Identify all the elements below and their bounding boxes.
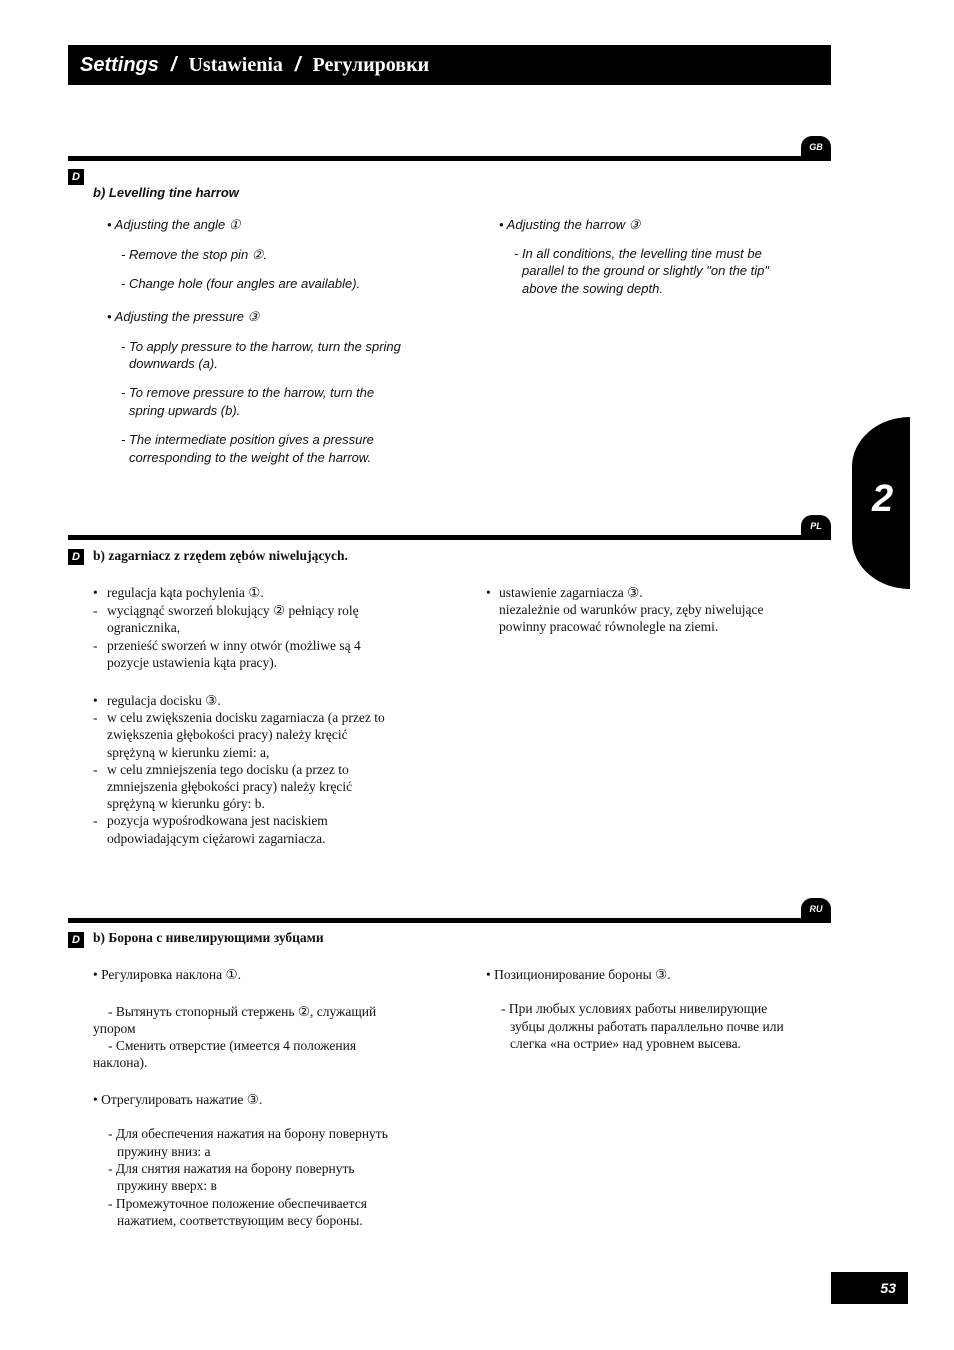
list-item: downwards (a). — [129, 356, 218, 371]
section-title-ru: b) Борона с нивелирующими зубцами — [93, 930, 324, 945]
dash: - — [93, 638, 98, 653]
list-item: pozycje ustawienia kąta pracy). — [107, 655, 278, 670]
list-item: - The intermediate position gives a pressure — [121, 432, 374, 447]
list-item: zwiększenia głębokości pracy) należy kręcić — [107, 727, 348, 742]
section-rule-ru — [68, 918, 831, 923]
list-item: • Adjusting the harrow ③ — [499, 217, 641, 232]
section-marker-d: D — [68, 169, 84, 185]
list-item: • Позиционирование бороны ③. — [486, 967, 671, 982]
header-separator: / — [294, 53, 301, 76]
list-item: przenieść sworzeń w inny otwór (możliwe są 4 — [107, 638, 361, 653]
list-item: niezależnie od warunków pracy, zęby niwelujące — [499, 602, 764, 617]
section-marker-d: D — [68, 932, 84, 948]
list-item: - При любых условиях работы нивелирующие — [501, 1001, 768, 1016]
list-item: corresponding to the weight of the harrow. — [129, 450, 372, 465]
dash: - — [93, 813, 98, 828]
list-item: powinny pracować równolegle na ziemi. — [499, 619, 719, 634]
header-title-ru: Регулировки — [312, 53, 430, 76]
list-item: zmniejszenia głębokości pracy) należy kręcić — [107, 779, 353, 794]
page-header — [68, 45, 831, 85]
list-item: зубцы должны работать параллельно почве или — [510, 1019, 784, 1034]
list-item: • Adjusting the angle ① — [107, 217, 241, 232]
list-item: • Регулировка наклона ①. — [93, 967, 242, 982]
header-title-pl: Ustawienia — [188, 53, 283, 76]
list-item: - To remove pressure to the harrow, turn the — [121, 385, 375, 400]
list-item: regulacja docisku ③. — [107, 693, 221, 708]
list-item: ogranicznika, — [107, 620, 181, 635]
list-item: ustawienie zagarniacza ③. — [499, 585, 643, 600]
list-item: - Вытянуть стопорный стержень ②, служащий — [108, 1004, 377, 1019]
list-item: sprężyną w kierunku ziemi: a, — [107, 745, 270, 760]
list-item: - Remove the stop pin ②. — [121, 247, 268, 262]
list-item: нажатием, соответствующим весу бороны. — [117, 1213, 363, 1228]
list-item: - Change hole (four angles are available). — [121, 276, 361, 291]
list-item: - Для обеспечения нажатия на борону повернуть — [108, 1126, 388, 1141]
list-item: - Промежуточное положение обеспечивается — [108, 1196, 367, 1211]
list-item: above the sowing depth. — [522, 281, 663, 296]
section-marker-d: D — [68, 549, 84, 565]
lang-tag-pl: PL — [801, 515, 831, 537]
list-item: w celu zmniejszenia tego docisku (a przez to — [107, 762, 349, 777]
list-item: w celu zwiększenia docisku zagarniacza (a przez to — [107, 710, 385, 725]
list-item: pozycja wypośrodkowana jest naciskiem — [107, 813, 328, 828]
header-title-en: Settings — [80, 53, 159, 76]
section-title-pl: b) zagarniacz z rzędem zębów niwelujących. — [93, 548, 348, 563]
list-item: parallel to the ground or slightly "on the tip" — [522, 263, 769, 278]
list-item: odpowiadającym ciężarowi zagarniacza. — [107, 831, 326, 846]
lang-tag-ru: RU — [801, 898, 831, 920]
list-item: • Отрегулировать нажатие ③. — [93, 1092, 263, 1107]
list-item: - Сменить отверстие (имеется 4 положения — [108, 1038, 357, 1053]
section-rule-pl — [68, 535, 831, 540]
dash: - — [93, 603, 98, 618]
bullet: • — [486, 585, 491, 600]
header-separator: / — [170, 53, 177, 76]
list-item: sprężyną w kierunku góry: b. — [107, 796, 265, 811]
list-item: слегка «на острие» над уровнем высева. — [510, 1036, 741, 1051]
section-title-gb: b) Levelling tine harrow — [93, 185, 239, 200]
list-item: • Adjusting the pressure ③ — [107, 309, 260, 324]
list-item: wyciągnąć sworzeń blokujący ② pełniący rolę — [107, 603, 359, 618]
list-item: упором — [93, 1021, 136, 1036]
chapter-number: 2 — [872, 478, 894, 520]
bullet: • — [93, 693, 98, 708]
list-item: пружину вверх: в — [117, 1178, 217, 1193]
page-number: 53 — [831, 1272, 908, 1304]
lang-tag-gb: GB — [801, 136, 831, 158]
bullet: • — [93, 585, 98, 600]
dash: - — [93, 762, 98, 777]
list-item: наклона). — [93, 1055, 148, 1070]
list-item: spring upwards (b). — [129, 403, 241, 418]
list-item: regulacja kąta pochylenia ①. — [107, 585, 264, 600]
list-item: пружину вниз: а — [117, 1144, 211, 1159]
section-rule-gb — [68, 156, 831, 161]
dash: - — [93, 710, 98, 725]
list-item: - To apply pressure to the harrow, turn the spring — [121, 339, 401, 354]
list-item: - Для снятия нажатия на борону повернуть — [108, 1161, 355, 1176]
list-item: - In all conditions, the levelling tine must be — [514, 246, 762, 261]
